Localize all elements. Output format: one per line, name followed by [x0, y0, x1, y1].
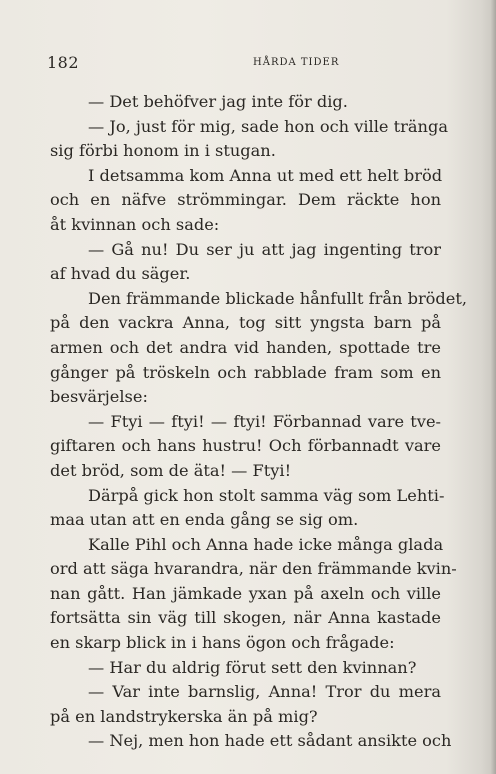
page-edge	[490, 0, 496, 774]
text-line: — Var inte barnslig, Anna! Tror du mera	[88, 682, 441, 702]
text-line: ord att säga hvarandra, när den främmande kvin-	[50, 559, 457, 579]
text-line: af hvad du säger.	[50, 264, 191, 284]
page-header	[47, 53, 447, 75]
text-line: nan gått. Han jämkade yxan på axeln och ville	[50, 583, 441, 603]
text-line: en skarp blick in i hans ögon och frågade:	[50, 633, 395, 653]
text-line: på den vackra Anna, tog sitt yngsta barn på	[50, 313, 441, 333]
text-line: I detsamma kom Anna ut med ett helt bröd	[88, 165, 443, 185]
text-line: åt kvinnan och sade:	[50, 214, 220, 234]
text-line: Kalle Pihl och Anna hade icke många glada	[88, 534, 444, 554]
text-line: maa utan att en enda gång se sig om.	[50, 510, 359, 530]
text-line: — Nej, men hon hade ett sådant ansikte och	[88, 731, 452, 751]
text-line: gånger på tröskeln och rabblade fram som en	[50, 362, 441, 382]
body-text	[50, 90, 468, 754]
text-line: — Ftyi — ftyi! — ftyi! Förbannad vare tve-	[88, 411, 441, 431]
text-line: — Gå nu! Du ser ju att jag ingenting tror	[88, 239, 441, 259]
text-line: besvärjelse:	[50, 387, 148, 407]
text-line: det bröd, som de äta! — Ftyi!	[50, 460, 292, 480]
text-line: — Det behöfver jag inte för dig.	[88, 92, 348, 111]
text-line: på en landstrykerska än på mig?	[50, 706, 318, 726]
text-line: Därpå gick hon stolt samma väg som Lehti-	[88, 485, 445, 505]
text-line: sig förbi honom in i stugan.	[50, 141, 276, 161]
text-line: och en näfve strömmingar. Dem räckte hon	[50, 190, 441, 210]
text-line: fortsätta sin väg till skogen, när Anna kastade	[50, 608, 441, 628]
text-line: — Har du aldrig förut sett den kvinnan?	[88, 657, 417, 677]
text-line: giftaren och hans hustru! Och förbannadt vare	[50, 436, 441, 456]
page-number: 182	[47, 53, 80, 72]
running-title: HÅRDA TIDER	[253, 57, 340, 68]
text-line: armen och det andra vid handen, spottade tre	[50, 337, 441, 357]
text-line: — Jo, just för mig, sade hon och ville tränga	[88, 116, 448, 136]
text-line: Den främmande blickade hånfullt från brödet,	[88, 288, 468, 308]
